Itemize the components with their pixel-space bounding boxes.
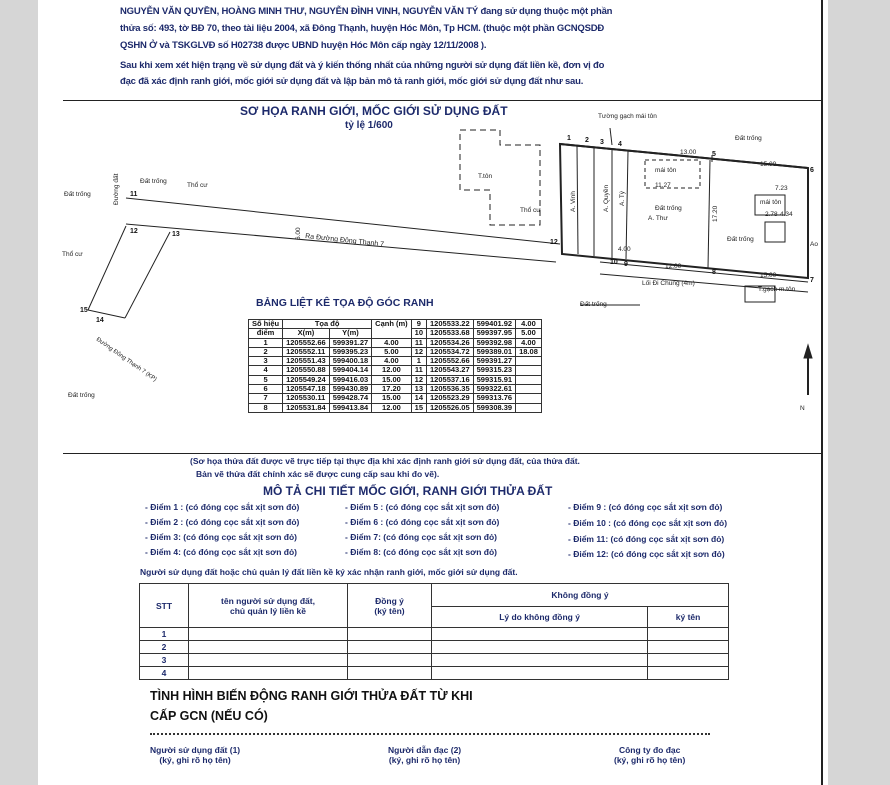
diem-3: - Điểm 3: (có đóng cọc sắt xịt sơn đỏ) <box>145 532 297 542</box>
table-row: 2 1205552.11 599395.23 5.00 12 1205534.72 599389.01 18.08 <box>249 347 542 356</box>
label-a-thu: A. Thư <box>648 215 668 222</box>
table-row: 3 1205551.43 599400.18 4.00 1 1205552.66 599391.27 <box>249 357 542 366</box>
point-label: 7 <box>810 277 814 284</box>
point-label: 12 <box>550 239 558 246</box>
dim-4-34: 4.34 <box>780 211 793 218</box>
dim-2-78: 2.78 <box>765 211 778 218</box>
bien-dong-title-2: CẤP GCN (NẾU CÓ) <box>150 709 268 723</box>
coord-table <box>248 319 542 413</box>
table-row: 7 1205530.11 599428.74 15.00 14 1205523.29 599313.76 <box>249 394 542 403</box>
point-label: 9 <box>624 261 628 268</box>
dotted-line <box>150 733 710 735</box>
label-a-vinh: A. Vinh <box>570 191 577 212</box>
point-label: 14 <box>96 317 104 324</box>
label-duong-dat: Đường đất <box>113 173 120 205</box>
label-t-ton: T.tôn <box>478 173 493 180</box>
diem-8: - Điểm 8: (có đóng cọc sắt xịt sơn đỏ) <box>345 547 497 557</box>
label-duong-dong-thanh: Đường Đông Thạnh 7 (KP) <box>94 336 158 384</box>
label-t-gach: T.gạch m.tôn <box>758 286 796 293</box>
label-a-quyen: A. Quyền <box>603 184 610 212</box>
point-label: 3 <box>600 139 604 146</box>
h-ky-ten: ký tên <box>648 607 729 628</box>
dim-12-00: 12.00 <box>665 263 682 270</box>
sig-nguoi-su-dung: Người sử dụng đất (1) (ký, ghi rõ họ tên) <box>150 745 241 765</box>
sig-nguoi-dan-dac: Người dẫn đạc (2) (ký, ghi rõ họ tên) <box>388 745 462 765</box>
diem-4: - Điểm 4: (có đóng cọc sắt xịt sơn đỏ) <box>145 547 297 557</box>
label-mai-ton-2: mái tôn <box>760 199 782 206</box>
point-label: 12 <box>130 228 138 235</box>
confirm-text: Người sử dụng đất hoặc chủ quản lý đất liền kề ký xác nhận ranh giới, mốc giới sử dụng đất. <box>140 567 518 577</box>
h-toa-do: Tọa độ <box>283 320 372 329</box>
r-y-9: 599401.92 <box>473 320 515 329</box>
r-x-9: 1205533.22 <box>427 320 474 329</box>
label-tho-cu-2: Thổ cư <box>62 251 83 258</box>
h-stt: STT <box>140 584 189 628</box>
diem-9: - Điểm 9 : (có đóng cọc sắt xịt sơn đỏ) <box>568 502 723 512</box>
dim-11-27: 11.27 <box>655 182 671 189</box>
diem-1: - Điểm 1 : (có đóng cọc sắt xịt sơn đỏ) <box>145 502 300 512</box>
intro-line-4: Sau khi xem xét hiện trạng về sử dụng đất và ý kiến thống nhất của những người sử dụng đất liền kề, đơn vị đo <box>120 60 605 71</box>
intro-line-3: QSHN Ở và TSKGLVĐ số H02738 được UBND huyện Hóc Môn cấp ngày 12/11/2008 ). <box>120 40 487 51</box>
h-khong-dong-y: Không đồng ý <box>432 584 729 607</box>
r-p-10: 10 <box>411 329 426 338</box>
point-label: 8 <box>712 269 716 276</box>
sign-table <box>139 583 729 680</box>
label-a-ty: A. Tý <box>619 190 626 206</box>
dim-15-00: 15.00 <box>760 161 777 168</box>
bien-dong-title-1: TÌNH HÌNH BIẾN ĐỘNG RANH GIỚI THỬA ĐẤT TỪ KHI <box>150 689 473 703</box>
table-row: 8 1205531.84 599413.84 12.00 15 1205526.05 599308.39 <box>249 403 542 412</box>
table-row: 1 <box>140 628 729 641</box>
label-ao: Ao <box>810 241 818 248</box>
point-label: 1 <box>567 135 571 142</box>
label-dat-trong-2: Đất trống <box>64 191 91 198</box>
dim-6-00: 6.00 <box>295 227 302 240</box>
sig-cong-ty: Công ty đo đạc (ký, ghi rõ họ tên) <box>614 745 686 765</box>
label-road: Ra Đường Đông Thạnh 7 <box>304 233 385 249</box>
h-so-hieu: Số hiệu <box>249 320 283 329</box>
label-tho-cu-3: Thổ cư <box>520 207 541 214</box>
point-label: 5 <box>712 151 716 158</box>
table-row: 6 1205547.18 599430.89 17.20 13 1205536.35 599322.61 <box>249 385 542 394</box>
r-p-9: 9 <box>411 320 426 329</box>
h-ly-do: Lý do không đồng ý <box>432 607 648 628</box>
intro-line-1: NGUYỄN VĂN QUYỀN, HOÀNG MINH THƯ, NGUYỄN ĐÌNH VINH, NGUYỄN VĂN TÝ đang sử dụng thuộc một phần <box>120 6 613 17</box>
dim-4-00: 4.00 <box>618 246 631 253</box>
map-title: SƠ HỌA RANH GIỚI, MỐC GIỚI SỬ DỤNG ĐẤT <box>240 104 508 118</box>
table-row: 3 <box>140 654 729 667</box>
diem-10: - Điểm 10 : (có đóng cọc sắt xịt sơn đỏ) <box>568 518 728 528</box>
table-row: 2 <box>140 641 729 654</box>
table-row: 5 1205549.24 599416.03 15.00 12 1205537.16 599315.91 <box>249 375 542 384</box>
label-mai-ton: mái tôn <box>655 167 677 174</box>
r-c-10: 5.00 <box>516 329 542 338</box>
coord-table-title: BẢNG LIỆT KÊ TỌA ĐỘ GÓC RANH <box>256 297 434 309</box>
point-label: 2 <box>585 137 589 144</box>
point-label: 15 <box>80 307 88 314</box>
note-line-1: (Sơ họa thửa đất được vẽ trực tiếp tại thực địa khi xác định ranh giới sử dụng đất, của thửa đất. <box>190 456 580 466</box>
diem-2: - Điểm 2 : (có đóng cọc sắt xịt sơn đỏ) <box>145 517 300 527</box>
label-dat-trong-7: Đất trống <box>727 236 754 243</box>
point-label: 13 <box>172 231 180 238</box>
label-dat-trong-3: Đất trống <box>68 392 95 399</box>
label-dat-trong-5: Đất trống <box>580 301 607 308</box>
diem-6: - Điểm 6 : (có đóng cọc sắt xịt sơn đỏ) <box>345 517 500 527</box>
table-row: 1 1205552.66 599391.27 4.00 11 1205534.26 599392.98 4.00 <box>249 338 542 347</box>
diem-7: - Điểm 7: (có đóng cọc sắt xịt sơn đỏ) <box>345 532 497 542</box>
dim-7-23: 7.23 <box>775 185 788 192</box>
diem-5: - Điểm 5 : (có đóng cọc sắt xịt sơn đỏ) <box>345 502 500 512</box>
point-label: 10 <box>610 259 618 266</box>
dim-17-20: 17.20 <box>712 205 719 222</box>
h-dong-y: Đồng ý (ký tên) <box>348 584 432 628</box>
h-ten: tên người sử dụng đất, chủ quản lý liền kề <box>189 584 348 628</box>
label-dat-trong-1: Đất trống <box>140 178 167 185</box>
mo-ta-title: MÔ TẢ CHI TIẾT MỐC GIỚI, RANH GIỚI THỬA ĐẤT <box>263 484 553 498</box>
table-row: 4 1205550.88 599404.14 12.00 11 1205543.27 599315.23 <box>249 366 542 375</box>
intro-line-2: thửa số: 493, tờ BĐ 70, theo tài liệu 2004, xã Đông Thạnh, huyện Hóc Môn, Tp HCM. (thuộc một phần GCNQSDĐ <box>120 23 605 34</box>
point-label: 6 <box>810 167 814 174</box>
map-scale: tỷ lệ 1/600 <box>345 120 393 131</box>
label-dat-trong-6: Đất trống <box>655 205 682 212</box>
intro-line-5: đạc đã xác định ranh giới, mốc giới sử dụng đất và lập bản mô tả ranh giới, mốc giới sử dụng đất như sau. <box>120 76 584 87</box>
diem-12: - Điểm 12: (có đóng cọc sắt xịt sơn đỏ) <box>568 549 725 559</box>
r-x-10: 1205533.68 <box>427 329 474 338</box>
r-c-9: 4.00 <box>516 320 542 329</box>
dim-15-00b: 15.00 <box>760 272 777 279</box>
label-tho-cu-1: Thổ cư <box>187 182 208 189</box>
h-x: X(m) <box>283 329 330 338</box>
h-canh: Cạnh (m) <box>372 320 412 339</box>
h-y: Y(m) <box>329 329 371 338</box>
h-diem: điểm <box>249 329 283 338</box>
label-tuong-gach: Tường gạch mái tôn <box>598 113 657 120</box>
r-y-10: 599397.95 <box>473 329 515 338</box>
note-line-2: Bản vẽ thửa đất chính xác sẽ được cung cấp sau khi đo vẽ). <box>196 469 440 479</box>
label-north: N <box>800 405 805 412</box>
dim-13-00: 13.00 <box>680 149 697 156</box>
point-label: 11 <box>130 191 138 198</box>
label-dat-trong-4: Đất trống <box>735 135 762 142</box>
diem-11: - Điểm 11: (có đóng cọc sắt xịt sơn đỏ) <box>568 534 725 544</box>
point-label: 4 <box>618 141 622 148</box>
table-row: 4 <box>140 667 729 680</box>
label-loi-di-chung: Lối Đi Chung (4m) <box>642 280 695 287</box>
